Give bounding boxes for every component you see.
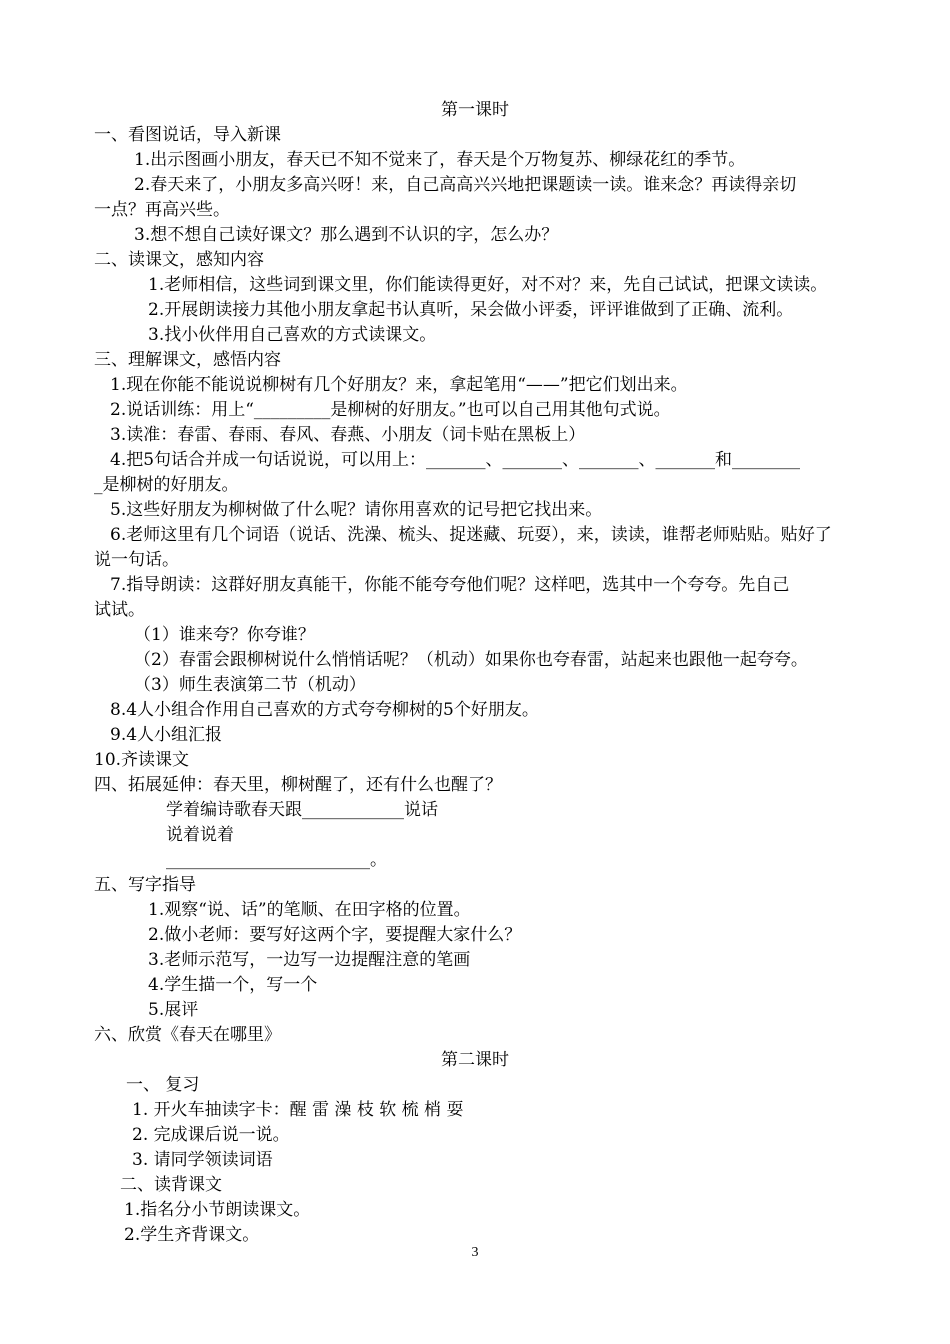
list-item: 3.读准：春雷、春雨、春风、春燕、小朋友（词卡贴在黑板上） [110, 425, 586, 445]
list-item: 3.老师示范写，一边写一边提醒注意的笔画 [148, 950, 471, 970]
list-item: 9.4人小组汇报 [110, 725, 223, 745]
list-item: （2）春雷会跟柳树说什么悄悄话呢？（机动）如果你也夸春雷，站起来也跟他一起夸夸。 [134, 650, 808, 670]
list-item: 2. 完成课后说一说。 [132, 1125, 290, 1145]
list-item: 4.学生描一个，写一个 [148, 975, 318, 995]
list-item: 1.观察“说、话”的笔顺、在田字格的位置。 [148, 900, 471, 920]
list-item: 2.开展朗读接力其他小朋友拿起书认真听，呆会做小评委，评评谁做到了正确、流利。 [148, 300, 794, 320]
list-item: _是柳树的好朋友。 [94, 475, 239, 495]
lesson2-title: 第二课时 [441, 1050, 509, 1070]
list-item: 4.把5句话合并成一句话说说，可以用上：_______、_______、_______、_______和________ [110, 450, 801, 470]
lesson1-section2-heading: 二、读课文，感知内容 [94, 250, 264, 270]
list-item: 1.出示图画小朋友，春天已不知不觉来了，春天是个万物复苏、柳绿花红的季节。 [134, 150, 746, 170]
lesson1-section1-heading: 一、看图说话，导入新课 [94, 125, 281, 145]
list-item: 说一句话。 [94, 550, 179, 570]
page-number: 3 [471, 1245, 479, 1260]
list-item: 1.现在你能不能说说柳树有几个好朋友？来，拿起笔用“——”把它们划出来。 [110, 375, 688, 395]
list-item: 3.找小伙伴用自己喜欢的方式读课文。 [148, 325, 437, 345]
list-item: 3. 请同学领读词语 [132, 1150, 273, 1170]
list-item: 学着编诗歌春天跟____________说话 [166, 800, 438, 820]
list-item: 一点？再高兴些。 [94, 200, 230, 220]
lesson1-title: 第一课时 [441, 100, 509, 120]
list-item: 5.这些好朋友为柳树做了什么呢？请你用喜欢的记号把它找出来。 [110, 500, 603, 520]
list-item: 试试。 [94, 600, 145, 620]
list-item: （3）师生表演第二节（机动） [134, 675, 366, 695]
list-item: 1.老师相信，这些词到课文里，你们能读得更好，对不对？来，先自己试试，把课文读读。 [148, 275, 828, 295]
list-item: 3.想不想自己读好课文？那么遇到不认识的字，怎么办？ [134, 225, 559, 245]
lesson1-section4-heading: 四、拓展延伸：春天里，柳树醒了，还有什么也醒了？ [94, 775, 502, 795]
list-item: 2.做小老师：要写好这两个字，要提醒大家什么？ [148, 925, 522, 945]
lesson1-section6-heading: 六、欣赏《春天在哪里》 [94, 1025, 281, 1045]
list-item: 2.学生齐背课文。 [124, 1225, 260, 1245]
list-item: 7.指导朗读：这群好朋友真能干，你能不能夸夸他们呢？这样吧，选其中一个夸夸。先自己 [110, 575, 790, 595]
list-item: 10.齐读课文 [94, 750, 190, 770]
lesson1-section3-heading: 三、理解课文，感悟内容 [94, 350, 281, 370]
list-item: （1）谁来夸？你夸谁？ [134, 625, 315, 645]
lesson2-section1-heading: 一、 复习 [126, 1075, 200, 1095]
list-item: 6.老师这里有几个词语（说话、洗澡、梳头、捉迷藏、玩耍），来，读读，谁帮老师贴贴。贴好了 [110, 525, 832, 545]
list-item: ________________________。 [166, 850, 387, 870]
list-item: 1.指名分小节朗读课文。 [124, 1200, 311, 1220]
list-item: 2.春天来了，小朋友多高兴呀！来，自己高高兴兴地把课题读一读。谁来念？再读得亲切 [134, 175, 797, 195]
list-item: 8.4人小组合作用自己喜欢的方式夸夸柳树的5个好朋友。 [110, 700, 539, 720]
list-item: 2.说话训练：用上“_________是柳树的好朋友。”也可以自己用其他句式说。 [110, 400, 671, 420]
lesson1-section5-heading: 五、写字指导 [94, 875, 196, 895]
lesson2-section2-heading: 二、读背课文 [120, 1175, 222, 1195]
list-item: 5.展评 [148, 1000, 199, 1020]
list-item: 1. 开火车抽读字卡：醒 雷 澡 枝 软 梳 梢 耍 [132, 1100, 464, 1120]
list-item: 说着说着 [166, 825, 234, 845]
